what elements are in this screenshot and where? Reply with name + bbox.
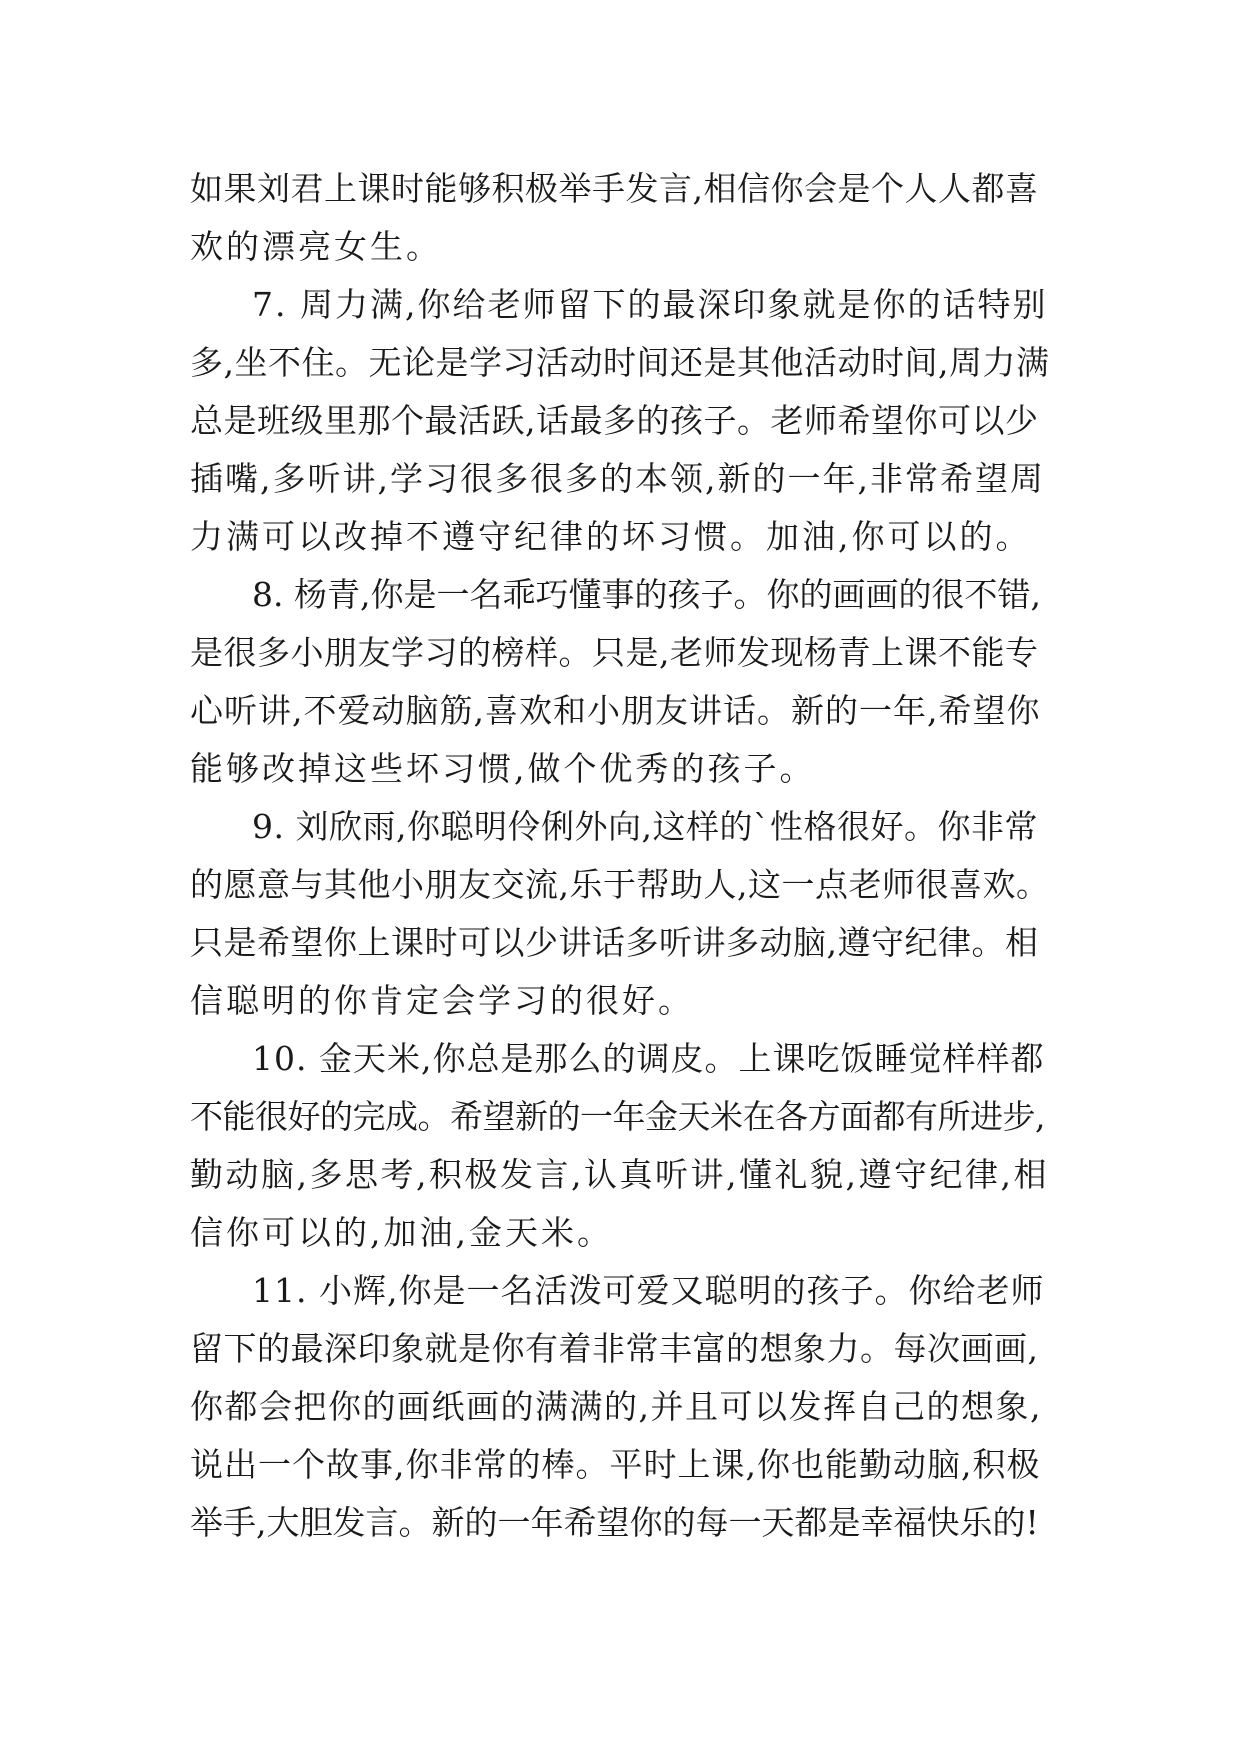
text-line: 插嘴,多听讲,学习很多很多的本领,新的一年,非常希望周 — [190, 459, 1045, 498]
text-line: 多,坐不住。无论是学习活动时间还是其他活动时间,周力满 — [190, 343, 1050, 382]
text-line: 9. 刘欣雨,你聪明伶俐外向,这样的`性格很好。你非常 — [252, 807, 1038, 846]
text-line: 你都会把你的画纸画的满满的,并且可以发挥自己的想象, — [190, 1387, 1042, 1426]
text-line: 10. 金天米,你总是那么的调皮。上课吃饭睡觉样样都 — [252, 1039, 1045, 1078]
text-line: 欢的漂亮女生。 — [190, 227, 442, 266]
text-line: 的愿意与其他小朋友交流,乐于帮助人,这一点老师很喜欢。 — [190, 865, 1050, 904]
text-line: 不能很好的完成。希望新的一年金天米在各方面都有所进步, — [190, 1097, 1045, 1136]
text-line: 信你可以的,加油,金天米。 — [190, 1213, 613, 1252]
text-line: 留下的最深印象就是你有着非常丰富的想象力。每次画画, — [190, 1329, 1039, 1368]
text-line: 信聪明的你肯定会学习的很好。 — [190, 981, 694, 1020]
text-line: 心听讲,不爱动脑筋,喜欢和小朋友讲话。新的一年,希望你 — [190, 691, 1041, 730]
text-line: 7. 周力满,你给老师留下的最深印象就是你的话特别 — [252, 285, 1048, 324]
text-line: 说出一个故事,你非常的棒。平时上课,你也能勤动脑,积极 — [190, 1445, 1041, 1484]
text-line: 如果刘君上课时能够积极举手发言,相信你会是个人人都喜 — [190, 169, 1039, 208]
text-line: 能够改掉这些坏习惯,做个优秀的孩子。 — [190, 749, 816, 788]
text-line: 举手,大胆发言。新的一年希望你的每一天都是幸福快乐的! — [190, 1503, 1039, 1542]
text-line: 8. 杨青,你是一名乖巧懂事的孩子。你的画画的很不错, — [252, 575, 1041, 614]
text-line: 11. 小辉,你是一名活泼可爱又聪明的孩子。你给老师 — [252, 1271, 1045, 1310]
text-line: 勤动脑,多思考,积极发言,认真听讲,懂礼貌,遵守纪律,相 — [190, 1155, 1049, 1194]
text-line: 是很多小朋友学习的榜样。只是,老师发现杨青上课不能专 — [190, 633, 1039, 672]
text-line: 力满可以改掉不遵守纪律的坏习惯。加油,你可以的。 — [190, 517, 1032, 556]
document-body — [190, 160, 1050, 1552]
text-line: 总是班级里那个最活跃,话最多的孩子。老师希望你可以少 — [190, 401, 1039, 440]
text-line: 只是希望你上课时可以少讲话多听讲多动脑,遵守纪律。相 — [190, 923, 1039, 962]
